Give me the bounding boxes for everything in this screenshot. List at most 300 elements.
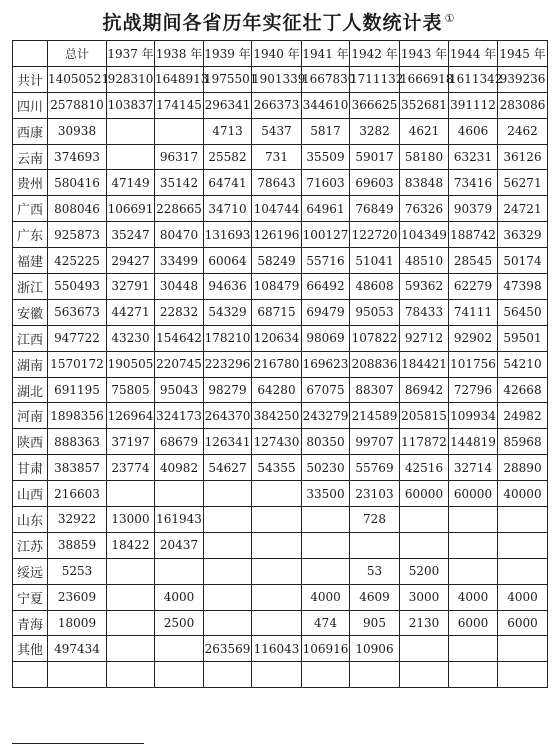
year-value-cell: 40982 [155,455,204,481]
year-value-cell: 223296 [204,351,252,377]
year-value-cell [155,558,204,584]
year-value-cell: 18422 [107,532,155,558]
year-value-cell: 2500 [155,610,204,636]
year-value-cell [350,532,400,558]
year-value-cell: 53 [350,558,400,584]
year-value-cell: 47149 [107,170,155,196]
total-cell: 32922 [48,507,107,533]
year-value-cell [107,610,155,636]
province-cell: 陕西 [13,429,48,455]
year-value-cell [107,584,155,610]
year-value-cell: 28890 [498,455,548,481]
year-value-cell: 184421 [400,351,449,377]
year-value-cell: 51041 [350,248,400,274]
year-value-cell: 48608 [350,274,400,300]
year-value-cell: 30448 [155,274,204,300]
year-value-cell: 80350 [302,429,350,455]
year-value-cell: 4000 [498,584,548,610]
year-value-cell: 56271 [498,170,548,196]
year-value-cell: 154642 [155,325,204,351]
year-value-cell: 384250 [252,403,302,429]
year-value-cell: 144819 [449,429,498,455]
total-cell: 497434 [48,636,107,662]
total-cell: 18009 [48,610,107,636]
year-value-cell: 3282 [350,118,400,144]
year-value-cell: 174145 [155,92,204,118]
year-value-cell: 55769 [350,455,400,481]
year-value-cell: 37197 [107,429,155,455]
year-value-cell: 62279 [449,274,498,300]
year-value-cell: 59017 [350,144,400,170]
column-header: 1941 年 [302,41,350,67]
province-cell: 绥远 [13,558,48,584]
year-value-cell: 50174 [498,248,548,274]
column-header: 1937 年 [107,41,155,67]
year-value-cell [107,144,155,170]
total-cell: 888363 [48,429,107,455]
column-header: 1945 年 [498,41,548,67]
year-value-cell: 86942 [400,377,449,403]
year-value-cell: 58249 [252,248,302,274]
year-value-cell [252,662,302,688]
table-row [13,325,548,351]
footnote-divider [12,743,144,744]
year-value-cell: 10906 [350,636,400,662]
year-value-cell: 25582 [204,144,252,170]
year-value-cell: 5437 [252,118,302,144]
year-value-cell [302,558,350,584]
table-row [13,248,548,274]
table-row [13,351,548,377]
year-value-cell: 1711132 [350,66,400,92]
year-value-cell: 4000 [302,584,350,610]
table-row [13,274,548,300]
year-value-cell: 127430 [252,429,302,455]
year-value-cell: 78433 [400,299,449,325]
table-row [13,222,548,248]
province-cell: 甘肃 [13,455,48,481]
year-value-cell [449,507,498,533]
year-value-cell: 73416 [449,170,498,196]
total-cell: 2578810 [48,92,107,118]
year-value-cell: 99707 [350,429,400,455]
year-value-cell: 92712 [400,325,449,351]
year-value-cell: 391112 [449,92,498,118]
year-value-cell: 43230 [107,325,155,351]
total-cell: 23609 [48,584,107,610]
total-cell: 563673 [48,299,107,325]
year-value-cell: 6000 [449,610,498,636]
year-value-cell [400,507,449,533]
year-value-cell: 23774 [107,455,155,481]
year-value-cell: 88307 [350,377,400,403]
year-value-cell: 1901339 [252,66,302,92]
year-value-cell [498,636,548,662]
year-value-cell: 60000 [400,481,449,507]
year-value-cell: 90379 [449,196,498,222]
year-value-cell: 80470 [155,222,204,248]
year-value-cell: 40000 [498,481,548,507]
year-value-cell: 98279 [204,377,252,403]
year-value-cell: 75805 [107,377,155,403]
total-cell: 5253 [48,558,107,584]
year-value-cell: 59362 [400,274,449,300]
year-value-cell: 216780 [252,351,302,377]
year-value-cell: 106916 [302,636,350,662]
total-cell: 691195 [48,377,107,403]
table-row [13,532,548,558]
table-row [13,662,548,688]
year-value-cell: 95043 [155,377,204,403]
year-value-cell [252,532,302,558]
year-value-cell: 54355 [252,455,302,481]
year-value-cell: 190505 [107,351,155,377]
table-row [13,92,548,118]
year-value-cell [155,662,204,688]
year-value-cell: 728 [350,507,400,533]
year-value-cell: 58180 [400,144,449,170]
province-cell: 其他 [13,636,48,662]
year-value-cell: 243279 [302,403,350,429]
year-value-cell: 296341 [204,92,252,118]
year-value-cell: 36126 [498,144,548,170]
year-value-cell [449,532,498,558]
year-value-cell [107,118,155,144]
year-value-cell: 63231 [449,144,498,170]
year-value-cell [498,558,548,584]
header-corner [13,41,48,67]
province-cell: 共计 [13,66,48,92]
table-row [13,196,548,222]
year-value-cell: 42516 [400,455,449,481]
year-value-cell: 178210 [204,325,252,351]
year-value-cell: 92902 [449,325,498,351]
year-value-cell: 47398 [498,274,548,300]
year-value-cell: 42668 [498,377,548,403]
table-row [13,403,548,429]
column-header: 1939 年 [204,41,252,67]
year-value-cell: 22832 [155,299,204,325]
province-cell: 江苏 [13,532,48,558]
year-value-cell: 4713 [204,118,252,144]
year-value-cell: 264370 [204,403,252,429]
year-value-cell: 64741 [204,170,252,196]
year-value-cell [498,507,548,533]
year-value-cell: 48510 [400,248,449,274]
year-value-cell: 108479 [252,274,302,300]
province-cell [13,662,48,688]
year-value-cell: 34710 [204,196,252,222]
year-value-cell: 101756 [449,351,498,377]
year-value-cell: 54210 [498,351,548,377]
province-cell: 广西 [13,196,48,222]
total-cell: 580416 [48,170,107,196]
year-value-cell: 4609 [350,584,400,610]
column-header: 1940 年 [252,41,302,67]
year-value-cell [155,636,204,662]
year-value-cell: 107822 [350,325,400,351]
stats-table [12,40,548,688]
year-value-cell: 32791 [107,274,155,300]
year-value-cell: 126196 [252,222,302,248]
year-value-cell [498,532,548,558]
year-value-cell: 71603 [302,170,350,196]
year-value-cell [204,507,252,533]
year-value-cell: 29427 [107,248,155,274]
year-value-cell: 67075 [302,377,350,403]
year-value-cell: 126341 [204,429,252,455]
province-cell: 湖北 [13,377,48,403]
province-cell: 贵州 [13,170,48,196]
year-value-cell: 76326 [400,196,449,222]
year-value-cell: 55716 [302,248,350,274]
year-value-cell: 20437 [155,532,204,558]
total-cell: 425225 [48,248,107,274]
table-row [13,455,548,481]
column-header: 1942 年 [350,41,400,67]
year-value-cell: 4000 [449,584,498,610]
year-value-cell: 54627 [204,455,252,481]
province-cell: 西康 [13,118,48,144]
total-cell: 550493 [48,274,107,300]
year-value-cell: 131693 [204,222,252,248]
year-value-cell: 50230 [302,455,350,481]
year-value-cell: 5200 [400,558,449,584]
year-value-cell: 122720 [350,222,400,248]
table-row [13,610,548,636]
year-value-cell [204,584,252,610]
year-value-cell [204,558,252,584]
province-cell: 江西 [13,325,48,351]
year-value-cell: 905 [350,610,400,636]
year-value-cell: 64280 [252,377,302,403]
year-value-cell: 68715 [252,299,302,325]
total-cell: 216603 [48,481,107,507]
year-value-cell: 1666918 [400,66,449,92]
year-value-cell: 69603 [350,170,400,196]
table-body [13,41,548,688]
total-cell: 383857 [48,455,107,481]
year-value-cell: 120634 [252,325,302,351]
year-value-cell: 2130 [400,610,449,636]
column-header: 总计 [48,41,107,67]
province-cell: 四川 [13,92,48,118]
year-value-cell: 928310 [107,66,155,92]
total-cell: 947722 [48,325,107,351]
total-cell: 808046 [48,196,107,222]
province-cell: 河南 [13,403,48,429]
year-value-cell: 95053 [350,299,400,325]
table-row [13,429,548,455]
year-value-cell: 100127 [302,222,350,248]
year-value-cell: 1975501 [204,66,252,92]
year-value-cell: 474 [302,610,350,636]
year-value-cell: 33500 [302,481,350,507]
footnote-marker: ① [444,11,456,25]
year-value-cell [107,636,155,662]
year-value-cell [155,118,204,144]
year-value-cell: 228665 [155,196,204,222]
year-value-cell [252,481,302,507]
year-value-cell: 214589 [350,403,400,429]
year-value-cell [302,507,350,533]
year-value-cell: 5817 [302,118,350,144]
title-text: 抗战期间各省历年实征壮丁人数统计表 [102,12,443,34]
year-value-cell [449,636,498,662]
column-header: 1938 年 [155,41,204,67]
year-value-cell: 23103 [350,481,400,507]
year-value-cell: 283086 [498,92,548,118]
year-value-cell: 66492 [302,274,350,300]
year-value-cell: 352681 [400,92,449,118]
total-cell: 30938 [48,118,107,144]
year-value-cell: 83848 [400,170,449,196]
province-cell: 福建 [13,248,48,274]
year-value-cell: 116043 [252,636,302,662]
year-value-cell: 28545 [449,248,498,274]
table-row [13,66,548,92]
province-cell: 山东 [13,507,48,533]
year-value-cell: 103837 [107,92,155,118]
year-value-cell: 36329 [498,222,548,248]
column-header: 1943 年 [400,41,449,67]
year-value-cell: 205815 [400,403,449,429]
year-value-cell: 72796 [449,377,498,403]
header-row [13,41,548,67]
year-value-cell: 76849 [350,196,400,222]
year-value-cell: 1611342 [449,66,498,92]
year-value-cell [107,481,155,507]
year-value-cell [400,636,449,662]
year-value-cell: 85968 [498,429,548,455]
province-cell: 山西 [13,481,48,507]
year-value-cell: 35509 [302,144,350,170]
total-cell: 1898356 [48,403,107,429]
year-value-cell: 1648913 [155,66,204,92]
year-value-cell [252,610,302,636]
year-value-cell [107,558,155,584]
year-value-cell: 4621 [400,118,449,144]
total-cell: 38859 [48,532,107,558]
year-value-cell [155,481,204,507]
year-value-cell: 32714 [449,455,498,481]
year-value-cell [252,558,302,584]
year-value-cell: 54329 [204,299,252,325]
year-value-cell: 60064 [204,248,252,274]
year-value-cell: 117872 [400,429,449,455]
total-cell: 374693 [48,144,107,170]
year-value-cell [400,662,449,688]
year-value-cell: 161943 [155,507,204,533]
table-row [13,118,548,144]
province-cell: 浙江 [13,274,48,300]
year-value-cell: 68679 [155,429,204,455]
year-value-cell [350,662,400,688]
province-cell: 安徽 [13,299,48,325]
province-cell: 广东 [13,222,48,248]
year-value-cell: 24721 [498,196,548,222]
province-cell: 云南 [13,144,48,170]
total-cell: 14050521 [48,66,107,92]
year-value-cell: 324173 [155,403,204,429]
year-value-cell: 344610 [302,92,350,118]
year-value-cell: 6000 [498,610,548,636]
year-value-cell: 106691 [107,196,155,222]
year-value-cell: 35142 [155,170,204,196]
year-value-cell [252,507,302,533]
year-value-cell: 33499 [155,248,204,274]
total-cell: 1570172 [48,351,107,377]
year-value-cell: 24982 [498,403,548,429]
year-value-cell: 60000 [449,481,498,507]
year-value-cell: 74111 [449,299,498,325]
year-value-cell: 44271 [107,299,155,325]
province-cell: 宁夏 [13,584,48,610]
year-value-cell: 3000 [400,584,449,610]
table-row [13,299,548,325]
year-value-cell [204,610,252,636]
total-cell: 925873 [48,222,107,248]
year-value-cell: 78643 [252,170,302,196]
table-row [13,481,548,507]
year-value-cell: 96317 [155,144,204,170]
table-title [0,8,558,35]
year-value-cell [302,662,350,688]
year-value-cell: 56450 [498,299,548,325]
year-value-cell: 35247 [107,222,155,248]
year-value-cell: 731 [252,144,302,170]
year-value-cell: 4606 [449,118,498,144]
year-value-cell: 263569 [204,636,252,662]
year-value-cell [449,558,498,584]
table-row [13,377,548,403]
year-value-cell: 188742 [449,222,498,248]
table-row [13,144,548,170]
year-value-cell: 2462 [498,118,548,144]
year-value-cell: 1667830 [302,66,350,92]
province-cell: 湖南 [13,351,48,377]
year-value-cell: 220745 [155,351,204,377]
year-value-cell: 939236 [498,66,548,92]
year-value-cell [204,662,252,688]
year-value-cell [302,532,350,558]
table-row [13,558,548,584]
column-header: 1944 年 [449,41,498,67]
year-value-cell: 69479 [302,299,350,325]
year-value-cell [498,662,548,688]
year-value-cell: 109934 [449,403,498,429]
year-value-cell: 208836 [350,351,400,377]
year-value-cell: 4000 [155,584,204,610]
year-value-cell [204,481,252,507]
year-value-cell [449,662,498,688]
table-row [13,507,548,533]
year-value-cell: 59501 [498,325,548,351]
year-value-cell: 104744 [252,196,302,222]
year-value-cell: 366625 [350,92,400,118]
year-value-cell [252,584,302,610]
year-value-cell [107,662,155,688]
year-value-cell: 104349 [400,222,449,248]
year-value-cell: 169623 [302,351,350,377]
year-value-cell: 98069 [302,325,350,351]
year-value-cell: 266373 [252,92,302,118]
year-value-cell: 13000 [107,507,155,533]
year-value-cell: 94636 [204,274,252,300]
table-row [13,584,548,610]
year-value-cell: 126964 [107,403,155,429]
table-row [13,636,548,662]
